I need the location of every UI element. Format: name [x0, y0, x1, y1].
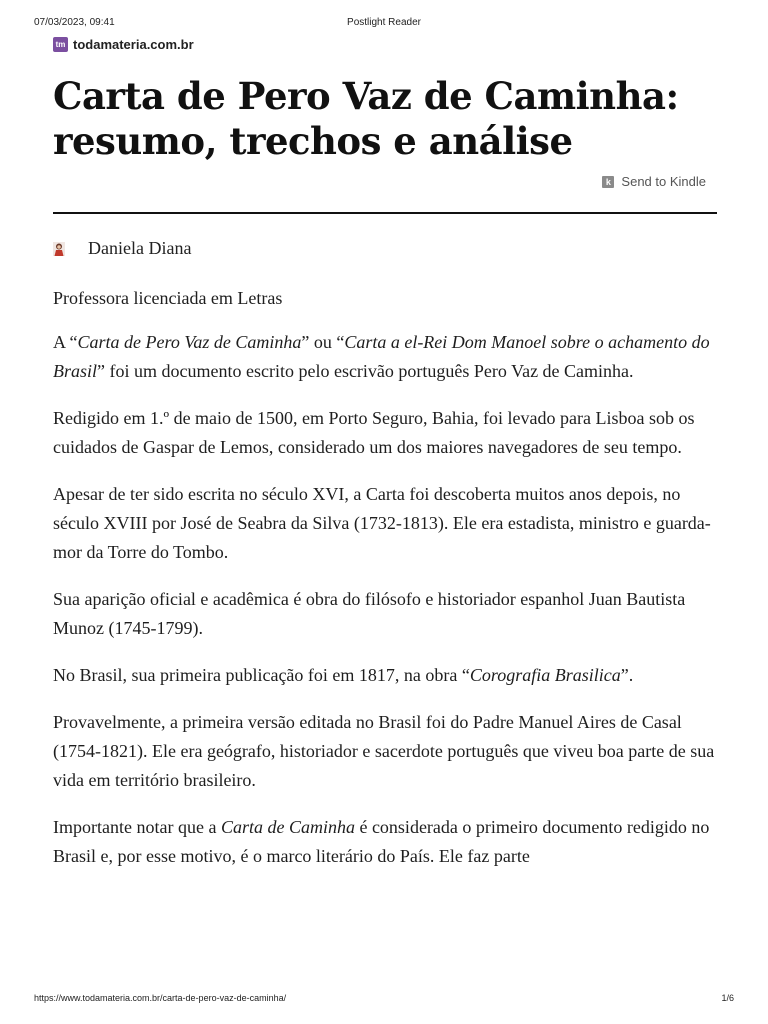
send-to-kindle-button[interactable]	[602, 174, 706, 189]
paragraph: Apesar de ter sido escrita no século XVI, a Carta foi descoberta muitos anos depois, no século XVIII por José de Seabra da Silva (1732-1813). Ele era estadista, ministro e guarda-mor da Torre do Tombo.	[53, 484, 711, 562]
kindle-icon: k	[602, 176, 614, 188]
paragraph	[53, 813, 719, 871]
italic-title: Carta de Caminha	[220, 817, 355, 837]
text-span: No Brasil, sua primeira publicação foi em 1817, na obra “	[53, 665, 470, 685]
print-footer	[34, 993, 734, 1005]
page-url: https://www.todamateria.com.br/carta-de-pero-vaz-de-caminha/	[34, 993, 287, 1003]
italic-title: Corografia Brasilica	[469, 665, 621, 685]
paragraph: Sua aparição oficial e acadêmica é obra do filósofo e historiador espanhol Juan Bautista Munoz (1745-1799).	[53, 589, 686, 638]
paragraph: Provavelmente, a primeira versão editada no Brasil foi do Padre Manuel Aires de Casal (1754-1821). Ele era geógrafo, historiador e sacerdote português que viveu boa parte de sua vida em território brasileiro.	[53, 712, 715, 790]
author-role: Professora licenciada em Letras	[53, 288, 283, 308]
author-byline	[53, 238, 191, 259]
print-header	[34, 17, 734, 31]
site-domain: todamateria.com.br	[73, 37, 194, 52]
italic-title: Carta de Pero Vaz de Caminha	[77, 332, 302, 352]
article-title: Carta de Pero Vaz de Caminha: resumo, trechos e análise	[53, 74, 679, 163]
text-span: ” foi um documento escrito pelo escrivão português Pero Vaz de Caminha.	[97, 361, 634, 381]
site-favicon-icon: tm	[53, 37, 68, 52]
page-number: 1/6	[721, 993, 734, 1003]
paragraph: Redigido em 1.º de maio de 1500, em Porto Seguro, Bahia, foi levado para Lisboa sob os cuidados de Gaspar de Lemos, considerado um dos maiores navegadores de seu tempo.	[53, 408, 695, 457]
reader-app-name: Postlight Reader	[347, 17, 421, 28]
send-to-kindle-label: Send to Kindle	[621, 174, 706, 189]
paragraph	[53, 328, 719, 386]
text-span: A “	[53, 332, 78, 352]
text-span: Importante notar que a	[53, 817, 221, 837]
text-span: ”.	[620, 665, 634, 685]
author-name: Daniela Diana	[88, 238, 192, 258]
paragraph	[53, 661, 719, 690]
site-link[interactable]	[53, 37, 194, 52]
text-span: é considerada o primeiro documento redigido no Brasil e, por esse motivo, é o marco literário do País. Ele faz parte	[53, 817, 710, 866]
print-datetime: 07/03/2023, 09:41	[34, 17, 115, 28]
title-divider	[53, 212, 717, 214]
author-avatar-icon	[53, 242, 65, 256]
article-body	[53, 284, 719, 889]
text-span: ” ou “	[301, 332, 345, 352]
italic-title: Carta a el-Rei Dom Manoel sobre o achamento do Brasil	[53, 332, 710, 381]
